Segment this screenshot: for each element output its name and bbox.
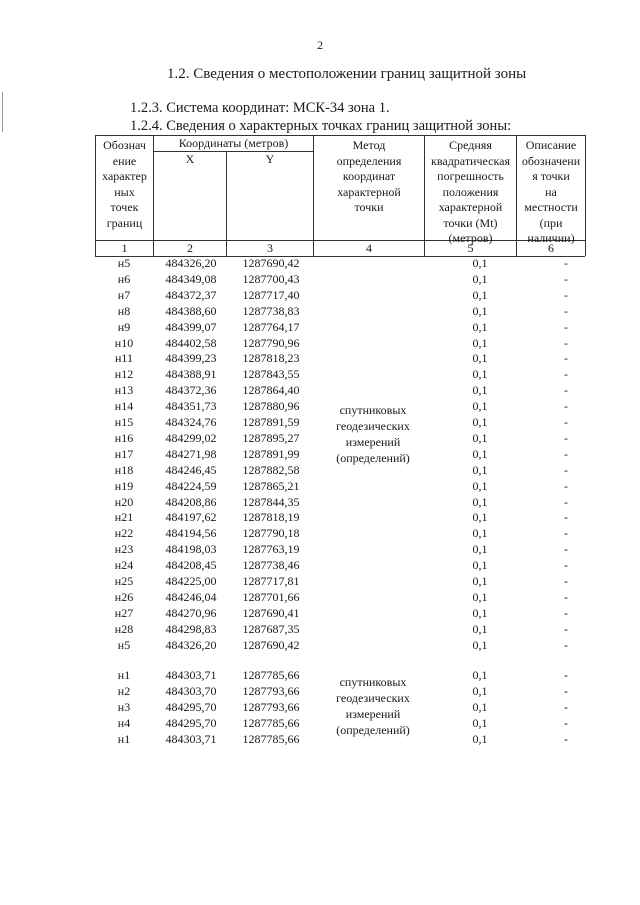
point-label: н6 xyxy=(117,271,131,286)
page-number: 2 xyxy=(317,38,323,52)
table-row xyxy=(0,367,640,383)
column-number-1: 1 xyxy=(121,241,128,255)
point-description: - xyxy=(564,351,568,366)
mean-square-error: 0,1 xyxy=(472,478,488,493)
table-row xyxy=(0,606,640,622)
point-description: - xyxy=(564,558,568,573)
point-description: - xyxy=(564,637,568,652)
y-coordinate: 1287790,18 xyxy=(242,526,300,541)
y-coordinate: 1287843,55 xyxy=(242,367,300,382)
mean-square-error: 0,1 xyxy=(472,589,488,604)
point-description: - xyxy=(564,510,568,525)
point-description: - xyxy=(564,574,568,588)
point-description: - xyxy=(564,335,568,350)
x-coordinate: 484372,37 xyxy=(165,287,217,302)
table-row xyxy=(0,638,640,654)
x-coordinate: 484388,60 xyxy=(165,303,217,318)
point-description: - xyxy=(564,715,568,730)
mean-square-error: 0,1 xyxy=(472,699,488,714)
mean-square-error: 0,1 xyxy=(472,715,488,730)
header-label: Обознач ение характер ных точек границ xyxy=(102,138,147,230)
x-coordinate: 484402,58 xyxy=(165,335,217,350)
y-coordinate: 1287738,83 xyxy=(242,303,300,318)
x-coordinate: 484270,96 xyxy=(165,605,217,620)
y-coordinate: 1287818,23 xyxy=(242,351,300,366)
table-row xyxy=(0,574,640,590)
header-error: Средняя квадратическая погрешность положения характерной точки (Mt) (метров) xyxy=(431,138,510,245)
mean-square-error: 0,1 xyxy=(472,605,488,620)
x-coordinate: 484224,59 xyxy=(165,478,217,493)
point-description: - xyxy=(564,668,568,682)
y-coordinate: 1287717,40 xyxy=(242,287,300,302)
y-coordinate: 1287844,35 xyxy=(242,494,300,509)
section-title: 1.2. Сведения о местоположении границ защитной зоны xyxy=(167,66,527,82)
header-coordinates: Координаты (метров) xyxy=(178,136,289,150)
column-number-6: 6 xyxy=(548,241,554,255)
y-coordinate: 1287895,27 xyxy=(242,430,300,445)
x-coordinate: 484295,70 xyxy=(165,715,217,730)
x-coordinate: 484225,00 xyxy=(165,574,217,588)
header-x: X xyxy=(185,152,195,166)
table-row xyxy=(0,495,640,511)
x-coordinate: 484388,91 xyxy=(165,367,217,382)
mean-square-error: 0,1 xyxy=(472,731,488,746)
mean-square-error: 0,1 xyxy=(472,319,488,334)
point-description: - xyxy=(564,303,568,318)
point-label: н15 xyxy=(114,415,134,429)
subsection-points-info: 1.2.4. Сведения о характерных точках границ защитной зоны: xyxy=(130,118,512,134)
point-description: - xyxy=(564,271,568,286)
y-coordinate: 1287865,21 xyxy=(242,478,300,493)
mean-square-error: 0,1 xyxy=(472,621,488,636)
mean-square-error: 0,1 xyxy=(472,430,488,445)
x-coordinate: 484303,71 xyxy=(165,731,217,746)
header-y: Y xyxy=(265,152,275,166)
y-coordinate: 1287785,66 xyxy=(242,668,300,682)
x-coordinate: 484194,56 xyxy=(165,526,217,541)
method-group-2 xyxy=(318,674,428,738)
x-coordinate: 484197,62 xyxy=(165,510,217,525)
point-description: - xyxy=(564,699,568,714)
point-label: н21 xyxy=(114,510,134,525)
x-coordinate: 484399,23 xyxy=(165,351,217,366)
table-right-border xyxy=(585,135,586,256)
x-coordinate: 484399,07 xyxy=(165,319,217,334)
x-coordinate: 484295,70 xyxy=(165,699,217,714)
point-label: н5 xyxy=(117,637,131,652)
y-coordinate: 1287793,66 xyxy=(242,683,300,698)
point-label: н8 xyxy=(117,303,131,318)
table-row xyxy=(0,510,640,526)
x-coordinate: 484324,76 xyxy=(165,415,217,429)
table-row xyxy=(0,558,640,574)
point-label: н23 xyxy=(114,542,134,557)
mean-square-error: 0,1 xyxy=(472,542,488,557)
mean-square-error: 0,1 xyxy=(472,668,488,682)
point-description: - xyxy=(564,415,568,429)
y-coordinate: 1287764,17 xyxy=(242,319,300,334)
y-coordinate: 1287763,19 xyxy=(242,542,300,557)
table-row xyxy=(0,479,640,495)
mean-square-error: 0,1 xyxy=(472,446,488,461)
mean-square-error: 0,1 xyxy=(472,303,488,318)
point-label: н11 xyxy=(115,351,133,366)
point-label: н10 xyxy=(114,335,134,350)
x-coordinate: 484303,70 xyxy=(165,683,217,698)
point-description: - xyxy=(564,478,568,493)
x-coordinate: 484208,45 xyxy=(165,558,217,573)
method-text: спутниковых геодезических измерений (определений) xyxy=(336,403,410,465)
point-label: н28 xyxy=(114,621,134,636)
x-coordinate: 484246,45 xyxy=(165,462,217,477)
point-description: - xyxy=(564,446,568,461)
point-description: - xyxy=(564,621,568,636)
y-coordinate: 1287785,66 xyxy=(242,731,300,746)
point-label: н24 xyxy=(114,558,134,573)
point-description: - xyxy=(564,589,568,604)
point-description: - xyxy=(564,605,568,620)
x-coordinate: 484326,20 xyxy=(165,256,217,270)
point-label: н12 xyxy=(114,367,134,382)
x-coordinate: 484299,02 xyxy=(165,430,217,445)
point-label: н20 xyxy=(114,494,134,509)
x-coordinate: 484298,83 xyxy=(165,621,217,636)
y-coordinate: 1287717,81 xyxy=(242,574,300,588)
y-coordinate: 1287701,66 xyxy=(242,589,300,604)
table-row xyxy=(0,320,640,336)
point-label: н22 xyxy=(114,526,134,541)
y-coordinate: 1287690,42 xyxy=(242,637,300,652)
mean-square-error: 0,1 xyxy=(472,335,488,350)
mean-square-error: 0,1 xyxy=(472,351,488,366)
point-label: н1 xyxy=(117,731,131,746)
y-coordinate: 1287690,42 xyxy=(242,256,300,270)
subsection-coordinate-system: 1.2.3. Система координат: МСК-34 зона 1. xyxy=(130,100,390,116)
point-label: н16 xyxy=(114,430,134,445)
table-row xyxy=(0,351,640,367)
x-coordinate: 484372,36 xyxy=(165,383,217,398)
point-label: н27 xyxy=(114,605,134,620)
column-number-4: 4 xyxy=(366,241,372,255)
y-coordinate: 1287818,19 xyxy=(242,510,300,525)
method-text: спутниковых геодезических измерений (определений) xyxy=(336,675,410,737)
y-coordinate: 1287700,43 xyxy=(242,271,300,286)
y-coordinate: 1287790,96 xyxy=(242,335,300,350)
mean-square-error: 0,1 xyxy=(472,526,488,541)
y-coordinate: 1287891,99 xyxy=(242,446,300,461)
point-description: - xyxy=(564,731,568,746)
point-label: н5 xyxy=(117,256,131,270)
mean-square-error: 0,1 xyxy=(472,558,488,573)
point-description: - xyxy=(564,494,568,509)
point-description: - xyxy=(564,383,568,398)
point-label: н14 xyxy=(114,399,134,414)
table-row xyxy=(0,622,640,638)
table-row xyxy=(0,336,640,352)
y-coordinate: 1287891,59 xyxy=(242,415,300,429)
point-description: - xyxy=(564,319,568,334)
point-description: - xyxy=(564,430,568,445)
point-label: н1 xyxy=(117,668,131,682)
mean-square-error: 0,1 xyxy=(472,256,488,270)
y-coordinate: 1287738,46 xyxy=(242,558,300,573)
table-row xyxy=(0,542,640,558)
point-description: - xyxy=(564,542,568,557)
point-description: - xyxy=(564,683,568,698)
point-label: н25 xyxy=(114,574,134,588)
point-label: н9 xyxy=(117,319,131,334)
point-description: - xyxy=(564,462,568,477)
mean-square-error: 0,1 xyxy=(472,367,488,382)
point-description: - xyxy=(564,367,568,382)
column-number-2: 2 xyxy=(187,241,193,255)
point-description: - xyxy=(564,526,568,541)
y-coordinate: 1287690,41 xyxy=(242,605,300,620)
x-coordinate: 484271,98 xyxy=(165,446,217,461)
point-label: н18 xyxy=(114,462,134,477)
x-coordinate: 484198,03 xyxy=(165,542,217,557)
table-row xyxy=(0,256,640,272)
mean-square-error: 0,1 xyxy=(472,683,488,698)
y-coordinate: 1287880,96 xyxy=(242,399,300,414)
table-row xyxy=(0,288,640,304)
table-row xyxy=(0,590,640,606)
point-label: н19 xyxy=(114,478,134,493)
method-group-1 xyxy=(318,402,428,466)
mean-square-error: 0,1 xyxy=(472,637,488,652)
point-label: н4 xyxy=(117,715,131,730)
x-coordinate: 484351,73 xyxy=(165,399,217,414)
x-coordinate: 484326,20 xyxy=(165,637,217,652)
mean-square-error: 0,1 xyxy=(472,510,488,525)
table-row xyxy=(0,383,640,399)
point-description: - xyxy=(564,256,568,270)
header-description: Описание обозначени я точки на местности (при наличии) xyxy=(521,138,581,245)
point-label: н26 xyxy=(114,589,134,604)
point-description: - xyxy=(564,287,568,302)
point-label: н17 xyxy=(114,446,134,461)
scan-margin-mark xyxy=(2,92,3,132)
y-coordinate: 1287687,35 xyxy=(242,621,300,636)
point-label: н2 xyxy=(117,683,131,698)
x-coordinate: 484208,86 xyxy=(165,494,217,509)
x-coordinate: 484303,71 xyxy=(165,668,217,682)
y-coordinate: 1287882,58 xyxy=(242,462,300,477)
column-number-5: 5 xyxy=(467,241,474,255)
point-label: н3 xyxy=(117,699,131,714)
mean-square-error: 0,1 xyxy=(472,287,488,302)
mean-square-error: 0,1 xyxy=(472,399,488,414)
x-coordinate: 484246,04 xyxy=(165,589,217,604)
y-coordinate: 1287864,40 xyxy=(242,383,300,398)
y-coordinate: 1287785,66 xyxy=(242,715,300,730)
table-row xyxy=(0,304,640,320)
y-coordinate: 1287793,66 xyxy=(242,699,300,714)
point-label: н13 xyxy=(114,383,134,398)
mean-square-error: 0,1 xyxy=(472,415,488,429)
point-label: н7 xyxy=(117,287,131,302)
header-method: Метод определения координат характерной точки xyxy=(336,138,402,214)
table-row xyxy=(0,526,640,542)
x-coordinate: 484349,08 xyxy=(165,271,217,286)
mean-square-error: 0,1 xyxy=(472,271,488,286)
column-number-3: 3 xyxy=(267,241,273,255)
mean-square-error: 0,1 xyxy=(472,462,488,477)
table-row xyxy=(0,272,640,288)
point-description: - xyxy=(564,399,568,414)
mean-square-error: 0,1 xyxy=(472,494,488,509)
mean-square-error: 0,1 xyxy=(472,383,488,398)
mean-square-error: 0,1 xyxy=(472,574,488,588)
